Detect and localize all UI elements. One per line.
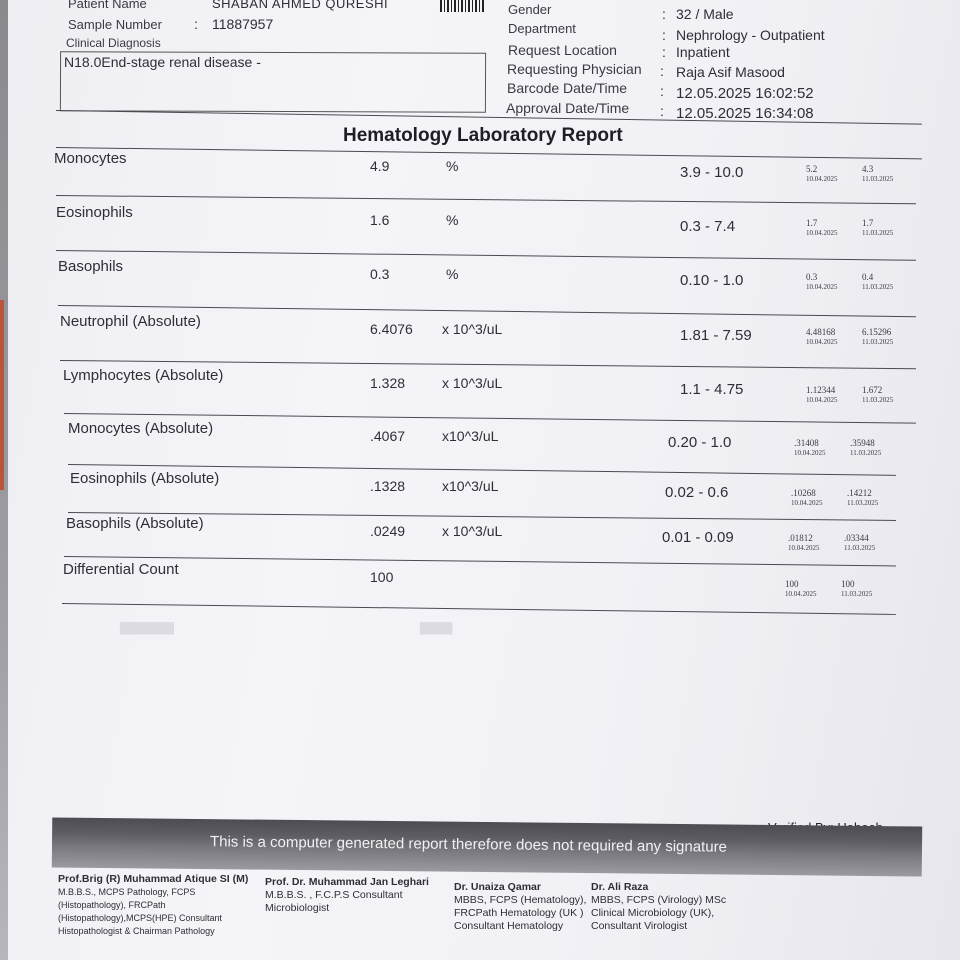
previous-result-2-date: 11.03.2025: [862, 338, 894, 346]
previous-result-2-date: 11.03.2025: [844, 544, 876, 552]
result-unit: x 10^3/uL: [442, 523, 503, 539]
test-name: Neutrophil (Absolute): [60, 313, 201, 330]
signatory-2-line: M.B.B.S. , F.C.P.S Consultant: [265, 889, 403, 901]
reference-range: 0.02 - 0.6: [665, 484, 729, 501]
gender-colon: :: [662, 6, 666, 22]
previous-result-2-date: 11.03.2025: [862, 175, 894, 183]
previous-result-2-value: 0.4: [862, 272, 874, 282]
gender-age: 32 / Male: [676, 6, 734, 22]
previous-result-2-value: .14212: [847, 488, 872, 498]
previous-result-2: [862, 327, 893, 347]
previous-result-2: [844, 533, 875, 553]
computer-generated-notice: This is a computer generated report therefore does not required any signature: [209, 833, 728, 856]
previous-result-1: [785, 579, 817, 599]
barcode-datetime: 12.05.2025 16:02:52: [676, 85, 814, 102]
previous-result-1: [806, 385, 838, 405]
previous-result-1-value: 1.7: [806, 218, 818, 228]
department: Nephrology - Outpatient: [676, 27, 825, 43]
signatory-3-line: FRCPath Hematology (UK ): [454, 907, 584, 919]
previous-result-1: [788, 533, 820, 553]
result-row: [0, 420, 960, 476]
previous-result-1: [791, 488, 823, 508]
request-location: Inpatient: [676, 44, 730, 60]
previous-result-2-date: 11.03.2025: [862, 229, 894, 237]
previous-result-2-value: .03344: [844, 533, 869, 543]
previous-result-1-value: 1.12344: [806, 385, 836, 395]
signatory-2-line: Microbiologist: [265, 902, 330, 914]
result-value: 1.328: [370, 375, 406, 391]
signatory-3: [454, 881, 586, 933]
signatory-2: [265, 876, 429, 915]
result-row: [0, 150, 960, 206]
result-value: 6.4076: [370, 321, 413, 337]
result-unit: %: [446, 158, 459, 174]
patient-name: SHABAN AHMED QURESHI: [212, 0, 389, 11]
previous-result-2-date: 11.03.2025: [847, 499, 879, 507]
signatory-4-line: Consultant Virologist: [591, 920, 688, 932]
previous-result-1-date: 10.04.2025: [806, 229, 838, 237]
barcode-image: [440, 0, 486, 12]
previous-result-2-date: 11.03.2025: [841, 590, 873, 598]
signatory-2-name: Prof. Dr. Muhammad Jan Leghari: [265, 876, 429, 888]
signatory-4-line: MBBS, FCPS (Virology) MSc: [591, 894, 727, 906]
previous-result-1-date: 10.04.2025: [794, 449, 826, 457]
result-unit: %: [446, 266, 459, 282]
test-name: Monocytes (Absolute): [68, 420, 214, 437]
signatory-1-line: M.B.B.S., MCPS Pathology, FCPS: [58, 887, 196, 897]
previous-result-1-date: 10.04.2025: [785, 590, 817, 598]
test-name: Differential Count: [63, 561, 179, 578]
signatory-4-name: Dr. Ali Raza: [591, 881, 649, 893]
previous-result-1: [794, 438, 826, 458]
previous-result-1: [806, 272, 838, 292]
barcode-datetime-colon: :: [660, 83, 664, 99]
signatory-1: [58, 873, 248, 938]
department-colon: :: [662, 27, 666, 43]
reference-range: 3.9 - 10.0: [680, 164, 744, 181]
approval-datetime: 12.05.2025 16:34:08: [676, 105, 814, 122]
signatory-3-line: Consultant Hematology: [454, 920, 564, 932]
approval-datetime-colon: :: [660, 103, 664, 119]
result-value: .1328: [370, 478, 406, 494]
previous-result-2: [841, 579, 872, 599]
sample-number-label: Sample Number: [68, 17, 162, 32]
previous-result-2: [847, 488, 878, 508]
barcode-datetime-label: Barcode Date/Time: [507, 80, 628, 96]
previous-result-1-value: 0.3: [806, 272, 818, 282]
previous-result-1: [806, 218, 838, 238]
previous-result-1-value: 4.48168: [806, 327, 836, 337]
previous-result-1-date: 10.04.2025: [806, 283, 838, 291]
report-title: Hematology Laboratory Report: [343, 125, 623, 146]
requesting-physician: Raja Asif Masood: [676, 64, 785, 80]
previous-result-1-value: .01812: [788, 533, 813, 543]
signatory-4-line: Clinical Microbiology (UK),: [591, 907, 715, 919]
requesting-physician-colon: :: [660, 63, 664, 79]
result-value: 0.3: [370, 266, 390, 282]
previous-result-1: [806, 164, 838, 184]
reference-range: 0.10 - 1.0: [680, 272, 744, 289]
previous-result-2-value: 6.15296: [862, 327, 892, 337]
reference-range: 1.81 - 7.59: [680, 327, 752, 344]
signatory-3-line: MBBS, FCPS (Hematology),: [454, 894, 587, 906]
previous-result-1-value: .10268: [791, 488, 816, 498]
clinical-diagnosis-label: Clinical Diagnosis: [66, 36, 161, 50]
result-unit: x10^3/uL: [442, 478, 499, 494]
signatory-4: [591, 881, 726, 933]
previous-result-2-value: 4.3: [862, 164, 874, 174]
result-unit: x 10^3/uL: [442, 321, 503, 337]
result-value: 4.9: [370, 158, 390, 174]
result-value: 1.6: [370, 212, 390, 228]
result-value: .0249: [370, 523, 406, 539]
gender-label: Gender: [508, 2, 552, 17]
request-location-label: Request Location: [508, 42, 617, 58]
previous-result-1: [806, 327, 838, 347]
previous-result-1-value: 5.2: [806, 164, 818, 174]
reference-range: 1.1 - 4.75: [680, 381, 744, 398]
reference-range: 0.3 - 7.4: [680, 218, 736, 235]
test-name: Eosinophils: [56, 204, 133, 221]
clinical-diagnosis: N18.0End-stage renal disease -: [64, 54, 261, 70]
previous-result-2-value: 1.672: [862, 385, 883, 395]
previous-result-2-value: 100: [841, 579, 855, 589]
signatory-3-name: Dr. Unaiza Qamar: [454, 881, 541, 893]
reference-range: 0.20 - 1.0: [668, 434, 732, 451]
previous-result-2: [850, 438, 881, 458]
test-name: Basophils (Absolute): [66, 515, 204, 532]
previous-result-2-date: 11.03.2025: [862, 283, 894, 291]
previous-result-1-date: 10.04.2025: [806, 338, 838, 346]
signatory-1-line: Histopathologist & Chairman Pathology: [58, 926, 215, 936]
signatory-1-line: (Histopathology), FRCPath: [58, 900, 166, 910]
result-unit: x 10^3/uL: [442, 375, 503, 391]
previous-result-1-value: 100: [785, 579, 799, 589]
previous-result-2: [862, 164, 893, 184]
previous-result-1-date: 10.04.2025: [806, 396, 838, 404]
bleed-through-shading: ▆▆▆: [420, 618, 453, 634]
previous-result-1-value: .31408: [794, 438, 819, 448]
signatory-1-line: (Histopathology),MCPS(HPE) Consultant: [58, 913, 223, 923]
previous-result-2: [862, 385, 893, 405]
previous-result-1-date: 10.04.2025: [791, 499, 823, 507]
signatory-1-name: Prof.Brig (R) Muhammad Atique SI (M): [58, 873, 249, 885]
bleed-through-shading: ▆▆▆▆▆: [120, 618, 174, 634]
sample-number-colon: :: [194, 16, 198, 32]
previous-result-2: [862, 272, 893, 292]
test-name: Basophils: [58, 258, 124, 275]
test-name: Eosinophils (Absolute): [70, 470, 220, 487]
result-unit: x10^3/uL: [442, 428, 499, 444]
reference-range: 0.01 - 0.09: [662, 529, 734, 546]
sample-number: 11887957: [212, 16, 274, 32]
previous-result-1-date: 10.04.2025: [806, 175, 838, 183]
result-value: .4067: [370, 428, 406, 444]
result-value: 100: [370, 569, 394, 585]
previous-result-2-value: .35948: [850, 438, 875, 448]
requesting-physician-label: Requesting Physician: [507, 61, 642, 77]
test-name: Lymphocytes (Absolute): [63, 367, 224, 384]
previous-result-2-date: 11.03.2025: [862, 396, 894, 404]
previous-result-2-value: 1.7: [862, 218, 874, 228]
result-unit: %: [446, 212, 459, 228]
department-label: Department: [508, 21, 576, 36]
test-name: Monocytes: [54, 150, 127, 167]
previous-result-1-date: 10.04.2025: [788, 544, 820, 552]
previous-result-2-date: 11.03.2025: [850, 449, 882, 457]
previous-result-2: [862, 218, 893, 238]
request-location-colon: :: [662, 44, 666, 60]
approval-datetime-label: Approval Date/Time: [506, 100, 630, 116]
patient-name-label: Patient Name: [68, 0, 147, 11]
